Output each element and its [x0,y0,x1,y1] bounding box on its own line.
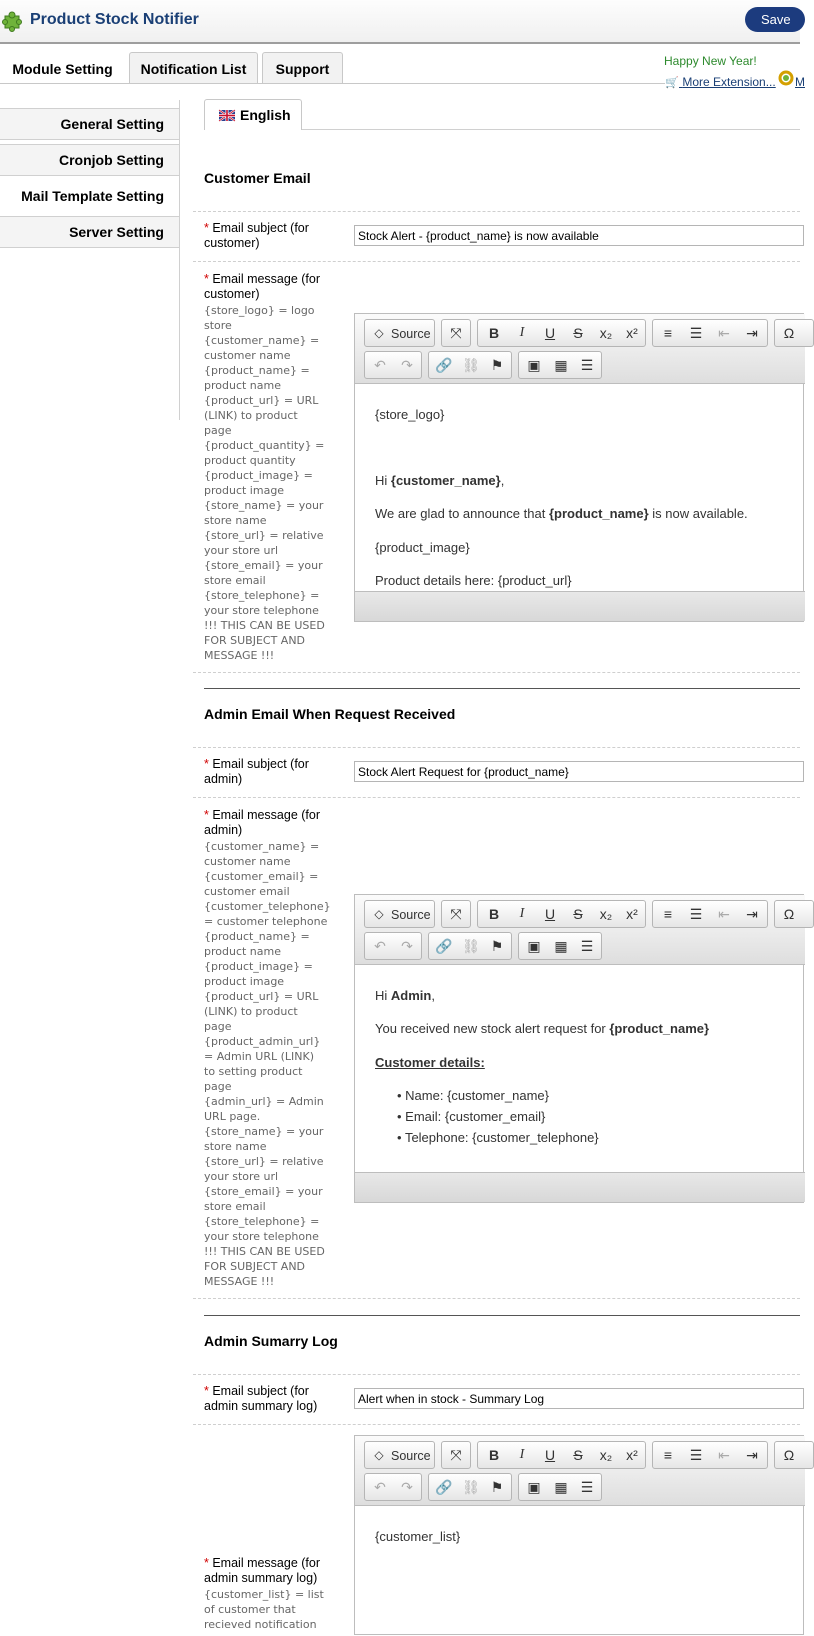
numbered-list-icon[interactable]: ≡ [663,906,673,922]
source-icon: ◇ [374,1448,384,1462]
summary-message-help: {customer_list} = list of customer that recieved notification [204,1588,324,1631]
unlink-icon[interactable]: ⛓ [462,1479,480,1495]
format-group [477,1441,646,1469]
top-header [0,0,800,44]
summary-message-editor[interactable] [354,1435,804,1635]
list-group [652,900,768,928]
bulleted-list-icon[interactable]: ☰ [689,906,703,922]
editor-line: Hi {customer_name}, [375,473,505,488]
editor-content[interactable] [355,966,805,1166]
customer-details-heading: Customer details: [375,1055,485,1070]
sidebar-item-mail-template-setting[interactable]: Mail Template Setting [0,180,180,212]
insert-group [518,351,602,379]
source-button[interactable]: ◇ Source [364,1441,435,1469]
divider [193,747,800,748]
underline-icon[interactable]: U [544,906,556,922]
section-separator [204,1315,800,1316]
divider [193,1374,800,1375]
anchor-flag-icon[interactable]: ⚑ [490,1479,504,1495]
more-extension-link[interactable] [665,75,776,89]
divider [193,1424,800,1425]
summary-subject-label: * Email subject (for admin summary log) [204,1384,318,1413]
undo-group [364,351,422,379]
editor-line: {product_image} [375,540,470,555]
link-group [428,351,512,379]
undo-icon[interactable]: ↶ [374,357,386,373]
sidebar-item-server-setting[interactable]: Server Setting [0,216,180,248]
redo-icon[interactable]: ↷ [401,357,413,373]
source-icon: ◇ [374,907,384,921]
italic-icon[interactable]: I [519,325,525,340]
tab-module-setting[interactable]: Module Setting [0,52,125,84]
link-icon[interactable]: 🔗 [435,357,453,373]
customer-message-help: {store_logo} = logo store {customer_name} = customer name {product_name} = product name {product_url} = URL (LINK) to product page {product_quantity} = product quantity {product_image} = product image {store_name} = your store name {store_url} = relative your store url {store_email} = your store email {store_telephone} = your store telephone !!! THIS CAN BE USED FOR SUBJECT AND MESSAGE !!! [204,304,325,662]
divider [193,1298,800,1299]
indent-icon[interactable]: ⇥ [746,325,758,341]
editor-line: {store_logo} [375,407,445,422]
numbered-list-icon[interactable]: ≡ [663,1447,673,1463]
editor-line: Product details here: {product_url} [375,573,572,588]
bold-icon[interactable]: B [488,1447,500,1463]
bold-icon[interactable]: B [488,906,500,922]
image-icon[interactable]: ▣ [527,1479,541,1495]
indent-icon[interactable]: ⇥ [746,906,758,922]
underline-icon[interactable]: U [544,325,556,341]
divider [193,672,800,673]
divider [193,261,800,262]
source-icon: ◇ [374,326,384,340]
admin-subject-label: * Email subject (for admin) [204,757,309,786]
format-group [477,900,646,928]
editor-line: {customer_list} [375,1529,461,1544]
summary-log-heading: Admin Sumarry Log [204,1333,338,1349]
special-char-group [774,900,814,928]
tab-support[interactable]: Support [262,52,343,83]
link-group [428,932,512,960]
customer-subject-label: * Email subject (for customer) [204,221,309,250]
undo-icon[interactable]: ↶ [374,1479,386,1495]
admin-email-heading: Admin Email When Request Received [204,706,456,722]
undo-icon[interactable]: ↶ [374,938,386,954]
divider [193,211,800,212]
underline-icon[interactable]: U [544,1447,556,1463]
editor-toolbar [355,314,805,384]
omega-icon[interactable]: Ω [783,1447,795,1463]
table-icon[interactable]: ▦ [554,1479,568,1495]
list-item: • Name: {customer_name} [397,1088,549,1103]
omega-icon[interactable]: Ω [783,325,795,341]
image-icon[interactable]: ▣ [527,938,541,954]
omega-icon[interactable]: Ω [783,906,795,922]
subscript-icon[interactable]: x₂ [599,325,613,341]
divider [193,797,800,798]
insert-group [518,932,602,960]
editor-line: Hi Admin, [375,988,435,1003]
summary-message-label: * Email message (for admin summary log) [204,1556,321,1585]
editor-content[interactable] [355,385,805,588]
indent-icon[interactable]: ⇥ [746,1447,758,1463]
customer-email-heading: Customer Email [204,170,311,186]
tab-english[interactable] [204,99,302,130]
undo-group [364,932,422,960]
uk-flag-icon [219,110,235,121]
redo-icon[interactable]: ↷ [401,1479,413,1495]
maximize-group [441,1441,471,1469]
list-group [652,319,768,347]
save-button[interactable]: Save [745,7,805,32]
editor-toolbar [355,895,805,965]
maximize-icon[interactable]: ⤧ [450,906,462,922]
link-icon[interactable]: 🔗 [435,938,453,954]
italic-icon[interactable]: I [519,1447,525,1462]
list-item: • Email: {customer_email} [397,1109,546,1124]
language-label: English [240,107,291,123]
maximize-group [441,900,471,928]
superscript-icon[interactable]: x² [626,325,638,341]
maximize-group [441,319,471,347]
editor-statusbar [355,591,805,621]
numbered-list-icon[interactable]: ≡ [663,325,673,341]
table-icon[interactable]: ▦ [554,938,568,954]
tabs-divider [0,83,665,84]
customer-message-label: * Email message (for customer) [204,272,321,301]
link-group [428,1473,512,1501]
sidebar-item-cronjob-setting[interactable]: Cronjob Setting [0,144,180,176]
source-button[interactable]: ◇ Source [364,319,435,347]
admin-subject-input[interactable] [354,761,804,782]
insert-group [518,1473,602,1501]
redo-icon[interactable]: ↷ [401,938,413,954]
anchor-flag-icon[interactable]: ⚑ [490,357,504,373]
admin-message-editor[interactable] [354,894,804,1203]
unlink-icon[interactable]: ⛓ [462,357,480,373]
page-title: Product Stock Notifier [30,11,199,28]
bulleted-list-icon[interactable]: ☰ [689,1447,703,1463]
customer-message-editor[interactable] [354,313,804,622]
sidebar-divider [179,100,180,420]
undo-group [364,1473,422,1501]
outdent-icon[interactable]: ⇤ [718,325,730,341]
maximize-icon[interactable]: ⤧ [450,325,462,341]
customer-subject-input[interactable] [354,225,804,246]
source-button[interactable]: ◇ Source [364,900,435,928]
puzzle-icon [2,10,22,32]
list-item: • Telephone: {customer_telephone} [397,1130,599,1145]
extra-link[interactable]: M [795,75,805,89]
special-char-group [774,319,814,347]
list-group [652,1441,768,1469]
table-icon[interactable]: ▦ [554,357,568,373]
color-wheel-icon [778,70,794,86]
sidebar-item-general-setting[interactable]: General Setting [0,108,180,140]
image-icon[interactable]: ▣ [527,357,541,373]
outdent-icon[interactable]: ⇤ [718,1447,730,1463]
editor-line: We are glad to announce that {product_name} is now available. [375,506,748,521]
strikethrough-icon[interactable]: S [573,906,583,922]
admin-message-help: {customer_name} = customer name {customer_email} = customer email {customer_telephone} = customer telephone {product_name} = product name {product_image} = product image {product_url} = URL (LINK) to product page {product_admin_url} = Admin URL (LINK) to setting product page {admin_url} = Admin URL page. {store_name} = your store name {store_url} = relative your store url {store_email} = your store email {store_telephone} = your store telephone !!! THIS CAN BE USED FOR SUBJECT AND MESSAGE !!! [204,840,331,1288]
unlink-icon[interactable]: ⛓ [462,938,480,954]
subscript-icon[interactable]: x₂ [599,1447,613,1463]
anchor-flag-icon[interactable]: ⚑ [490,938,504,954]
happy-new-year-text: Happy New Year! [664,54,757,68]
horizontal-rule-icon[interactable]: ☰ [580,1479,594,1495]
italic-icon[interactable]: I [519,906,525,921]
language-tab-divider [302,129,800,130]
more-extension-label: More Extension... [682,75,776,89]
editor-statusbar [355,1172,805,1202]
outdent-icon[interactable]: ⇤ [718,906,730,922]
editor-toolbar [355,1436,805,1506]
strikethrough-icon[interactable]: S [573,1447,583,1463]
superscript-icon[interactable]: x² [626,1447,638,1463]
admin-message-label: * Email message (for admin) [204,808,321,837]
tab-notification-list[interactable]: Notification List [129,52,258,83]
editor-content[interactable] [355,1507,805,1636]
horizontal-rule-icon[interactable]: ☰ [580,357,594,373]
editor-line: You received new stock alert request for {product_name} [375,1021,710,1036]
horizontal-rule-icon[interactable]: ☰ [580,938,594,954]
strikethrough-icon[interactable]: S [573,325,583,341]
link-icon[interactable]: 🔗 [435,1479,453,1495]
special-char-group [774,1441,814,1469]
section-separator [204,688,800,689]
subscript-icon[interactable]: x₂ [599,906,613,922]
bold-icon[interactable]: B [488,325,500,341]
maximize-icon[interactable]: ⤧ [450,1447,462,1463]
superscript-icon[interactable]: x² [626,906,638,922]
format-group [477,319,646,347]
cart-icon: 🛒 [665,77,679,89]
summary-subject-input[interactable] [354,1388,804,1409]
bulleted-list-icon[interactable]: ☰ [689,325,703,341]
